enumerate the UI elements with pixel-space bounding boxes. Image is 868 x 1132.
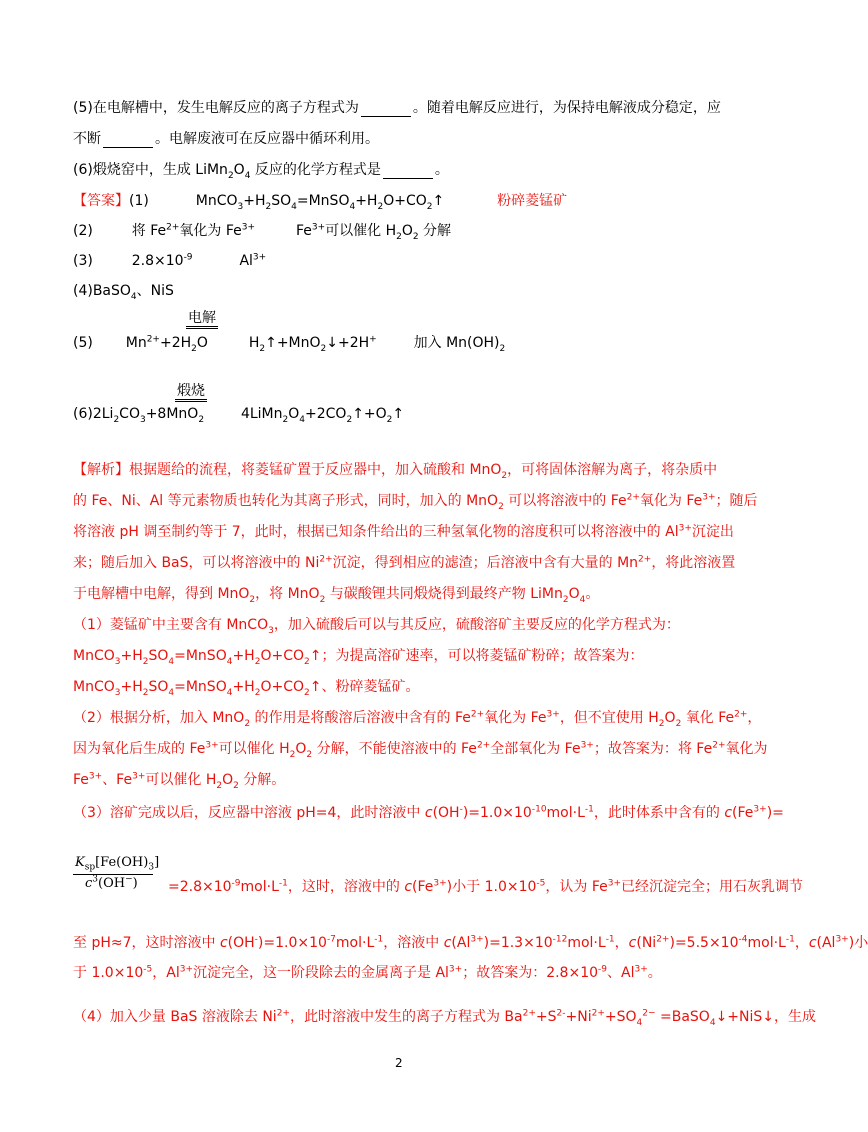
analysis-line-10: 因为氧化后生成的 $Fe^{3+}$可以催化 $H_2O_2$ 分解，不能使溶液中的 $Fe^{2+}$全部氧化为 $Fe^{3+}$；故答案为：将 $Fe^{2+}$氧化为	[73, 740, 768, 760]
analysis-line-1: 【解析】根据题给的流程，将菱锰矿置于反应器中，加入硫酸和 MnO$_2$，可将固体溶解为离子，将杂质中	[73, 462, 718, 481]
answer-blank	[383, 164, 433, 179]
analysis-line-3: 将溶液 pH 调至制约等于 7，此时，根据已知条件给出的三种氢氧化物的溶度积可以将溶液中的 $Al^{3+}$沉淀出	[73, 523, 734, 540]
calcination-condition: 煅烧	[175, 383, 207, 402]
fraction-denominator: $c^3(OH^-)$	[85, 874, 138, 891]
analysis-line-6: （1）菱锰矿中主要含有 MnCO$_3$，加入硫酸后可以与其反应，硫酸溶矿主要反应的化学方程式为：	[73, 617, 680, 636]
analysis-line-16: （4）加入少量 BaS 溶液除去 $Ni^{2+}$，此时溶液中发生的离子方程式为 $Ba^{2+}+S^{2-}+Ni^{2+}+SO_4^{2-}$ =BaSO$_4$↓+NiS↓，生成	[73, 1008, 817, 1028]
answer-2: (2) 将 $Fe^{2+}$氧化为 $Fe^{3+}$ $Fe^{3+}$可以催化 $H_2O_2$ 分解	[73, 222, 452, 242]
analysis-line-12: （3）溶矿完成以后，反应器中溶液 pH=4，此时溶液中 $c(OH^-)=1.0\times 10^{-10}mol\cdot L^{-1}$，此时体系中含有的 $c(Fe^{3+})=$	[73, 804, 784, 821]
analysis-line-9: （2）根据分析，加入 MnO$_2$ 的作用是将酸溶后溶液中含有的 $Fe^{2+}$氧化为 $Fe^{3+}$，但不宜使用 $H_2O_2$ 氧化 $Fe^{2+}$，	[73, 709, 762, 729]
analysis-line-13: $=2.8\times 10^{-9}mol\cdot L^{-1}$，这时，溶液中的 $c(Fe^{3+})$小于 $1.0\times 10^{-5}$，认为 $Fe^{3+}$已经沉淀完全；用石灰乳调节	[168, 878, 804, 895]
analysis-line-5: 于电解槽中电解，得到 MnO$_2$，将 MnO$_2$ 与碳酸锂共同煅烧得到最终产物 $LiMn_2O_4$。	[73, 586, 600, 605]
electrolysis-condition: 电解	[186, 310, 218, 329]
analysis-line-11: $Fe^{3+}$、$Fe^{3+}$可以催化 $H_2O_2$ 分解。	[73, 771, 286, 791]
answer-5: (5) $Mn^{2+}+2H_2O$ $H_2↑+MnO_2↓+2H^+$ 加入 $Mn(OH)_2$	[73, 334, 506, 354]
answer-3: (3) $2.8\times 10^{-9}$ $Al^{3+}$	[73, 252, 267, 269]
answer-tag: 【答案】	[73, 193, 129, 209]
question-5-line-2: 不断 。电解废液可在反应器中循环利用。	[73, 131, 379, 147]
analysis-line-4: 来；随后加入 BaS，可以将溶液中的 $Ni^{2+}$沉淀，得到相应的滤渣；后溶液中含有大量的 $Mn^{2+}$，将此溶液置	[73, 554, 736, 571]
page-number: 2	[395, 1056, 403, 1070]
fraction-numerator: $K_{sp}[Fe(OH)_3]$	[75, 855, 160, 873]
fraction-bar	[73, 874, 153, 875]
question-6-line: (6)煅烧窑中，生成 $LiMn_2O_4$ 反应的化学方程式是 。	[73, 162, 449, 181]
analysis-line-15: 于 $1.0\times 10^{-5}$，$Al^{3+}$沉淀完全，这一阶段除去的金属离子是 $Al^{3+}$；故答案为：$2.8\times 10^{-9}$、$Al^{3+}$。	[73, 964, 662, 981]
answer-blank	[361, 102, 411, 117]
question-5-line-1: (5)在电解槽中，发生电解反应的离子方程式为 。随着电解反应进行，为保持电解液成分稳定，应	[73, 100, 721, 116]
analysis-line-7: $MnCO_3+H_2SO_4=MnSO_4+H_2O+CO_2↑$；为提高溶矿速率，可以将菱锰矿粉碎；故答案为：	[73, 648, 644, 667]
answer-1: 【答案】(1) $MnCO_3+H_2SO_4=MnSO_4+H_2O+CO_2↑$ 粉碎菱锰矿	[73, 193, 568, 212]
answer-4: (4)BaSO$_4$、NiS	[73, 283, 174, 302]
analysis-line-2: 的 Fe、Ni、Al 等元素物质也转化为其离子形式，同时，加入的 MnO$_2$ 可以将溶液中的 $Fe^{2+}$氧化为 $Fe^{3+}$；随后	[73, 492, 758, 512]
analysis-line-8: $MnCO_3+H_2SO_4=MnSO_4+H_2O+CO_2↑$、粉碎菱锰矿。	[73, 679, 420, 698]
answer-blank	[103, 133, 153, 148]
analysis-line-14: 至 pH≈7，这时溶液中 $c(OH^-)=1.0\times 10^{-7}mol\cdot L^{-1}$，溶液中 $c(Al^{3+})=1.3\times 10^{-12}mol\cdot L^{-1}$，$c(Ni^{2+})=5.5\times 10^{-4}mol\cdot L^{-1}$，$c(Al^{3+})$小	[73, 934, 868, 951]
answer-6: $(6)2Li_2CO_3+8MnO_2$ $4LiMn_2O_4+2CO_2↑+O_2↑$	[73, 406, 405, 425]
